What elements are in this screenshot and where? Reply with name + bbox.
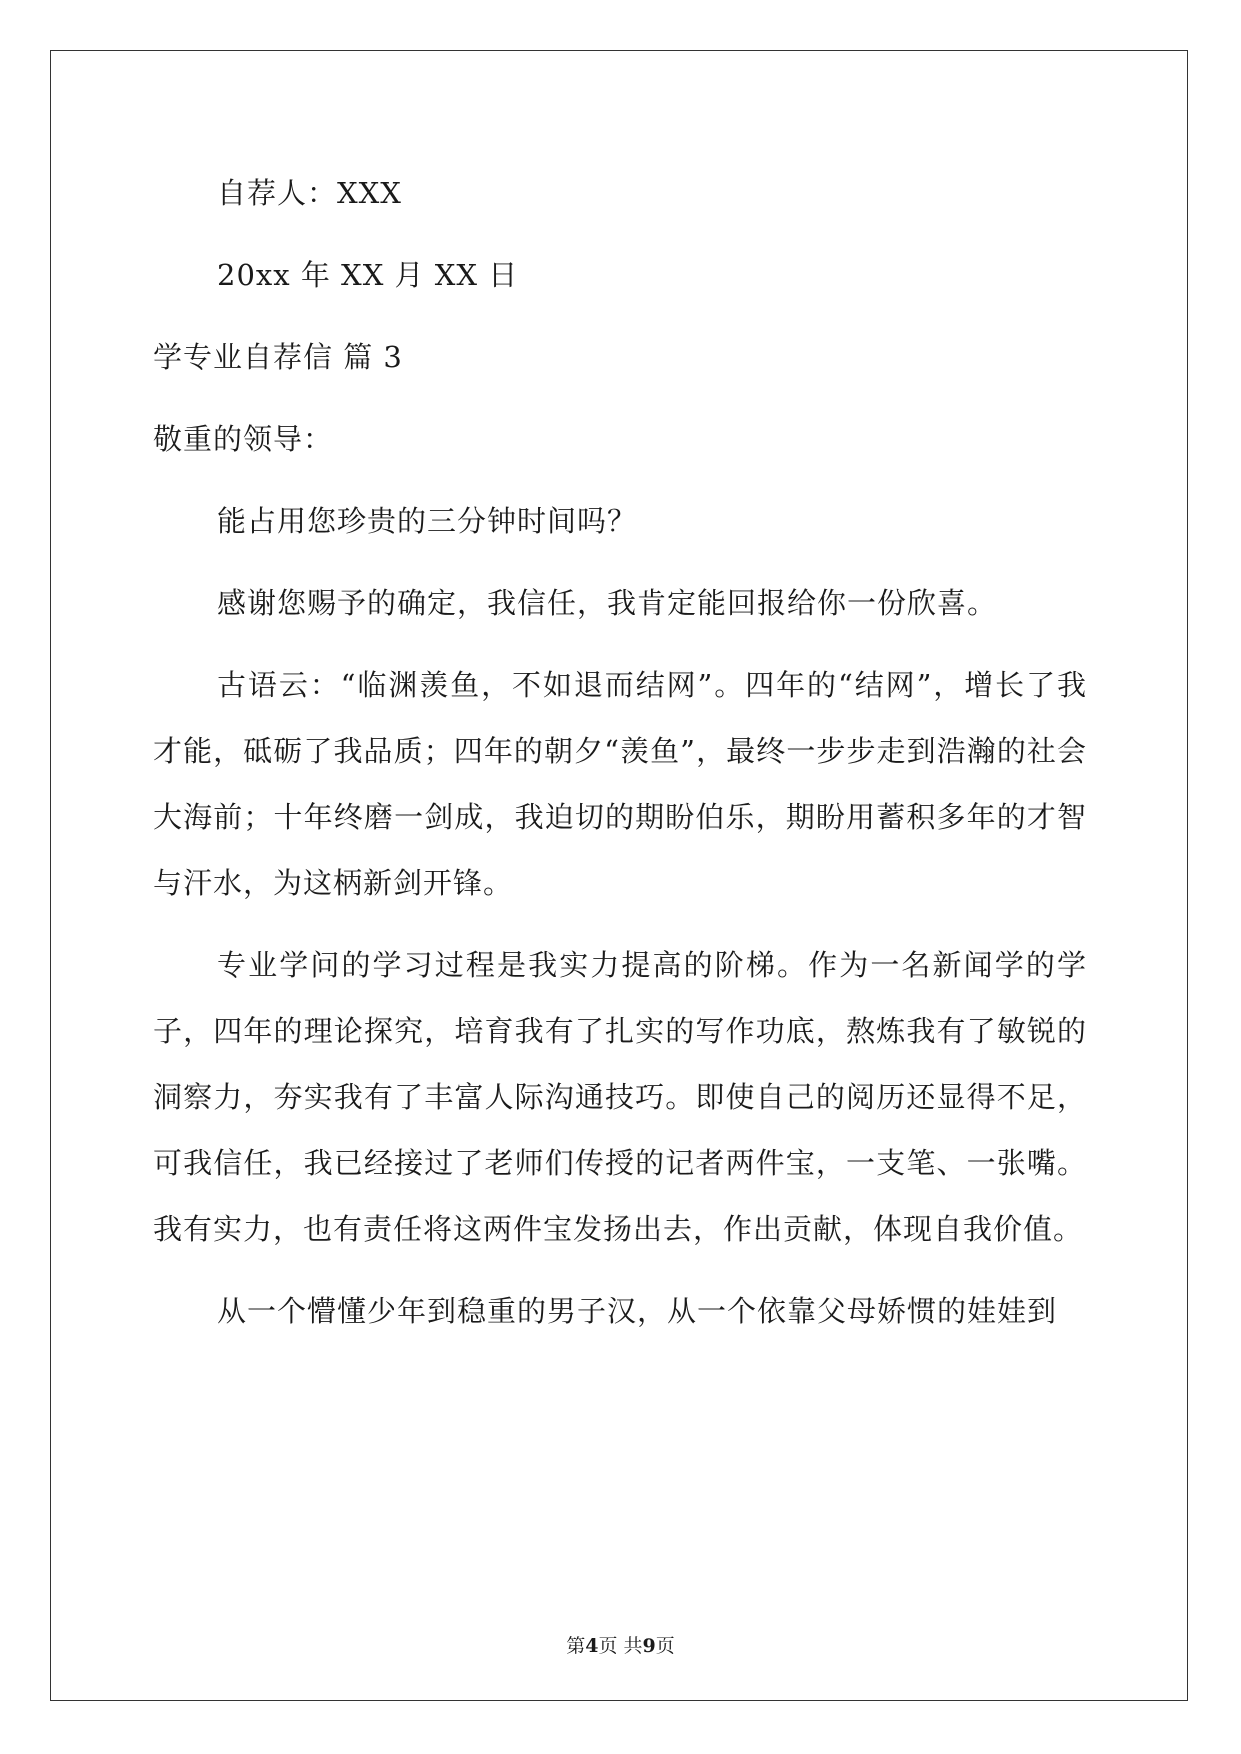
section-title: 学专业自荐信 篇 3: [153, 340, 403, 374]
footer-total-pages: 9: [642, 1635, 656, 1657]
footer-suffix: 页: [655, 1635, 675, 1657]
paragraph-4: 专业学问的学习过程是我实力提高的阶梯。作为一名新闻学的学子，四年的理论探究，培育我有了扎实的写作功底，熬炼我有了敏锐的洞察力，夯实我有了丰富人际沟通技巧。即使自己的阅历还显得不足，可我信任，我已经接过了老师们传授的记者两件宝，一支笔、一张嘴。我有实力，也有责任将这两件宝发扬出去，作出贡献，体现自我价值。: [153, 948, 1087, 1246]
signer-line: 自荐人：XXX: [217, 176, 402, 210]
date-line: 20xx 年 XX 月 XX 日: [217, 258, 519, 292]
footer-page-number: 4: [585, 1635, 599, 1657]
paragraph-2: 感谢您赐予的确定，我信任，我肯定能回报给你一份欣喜。: [217, 586, 998, 620]
page-footer: [0, 1631, 1241, 1658]
salutation: 敬重的领导：: [153, 422, 334, 456]
document-body: [153, 160, 1087, 1344]
footer-prefix: 第: [566, 1635, 586, 1657]
footer-middle: 页 共: [598, 1635, 643, 1657]
paragraph-1: 能占用您珍贵的三分钟时间吗？: [217, 504, 638, 538]
paragraph-3: 古语云：“临渊羡鱼，不如退而结网”。四年的“结网”，增长了我才能，砥砺了我品质；四年的朝夕“羡鱼”，最终一步步走到浩瀚的社会大海前；十年终磨一剑成，我迫切的期盼伯乐，期盼用蓄积多年的才智与汗水，为这柄新剑开锋。: [153, 668, 1087, 900]
paragraph-5: 从一个懵懂少年到稳重的男子汉，从一个依靠父母娇惯的娃娃到: [217, 1294, 1058, 1328]
